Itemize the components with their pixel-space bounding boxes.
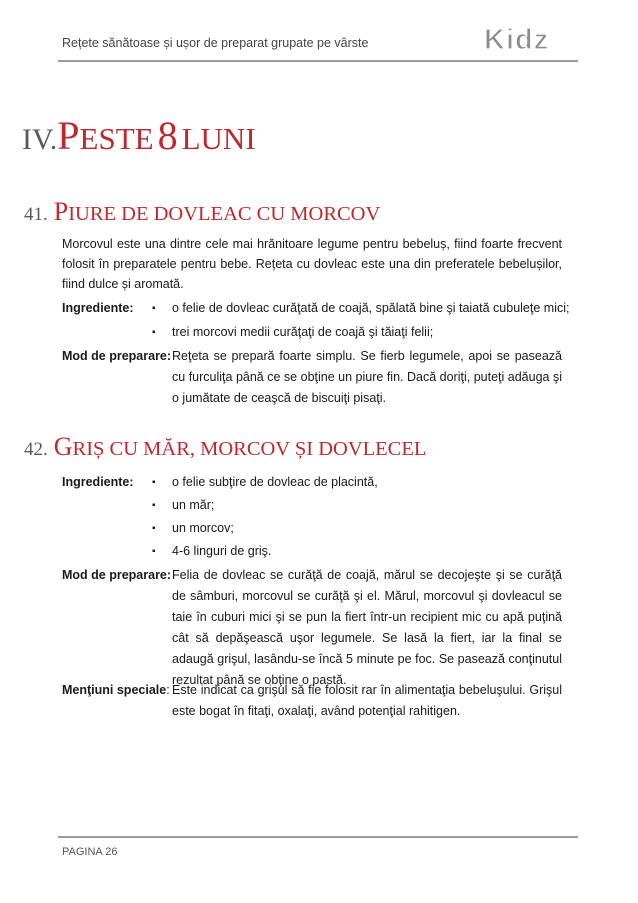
section-42-title: 42. GRIȘ CU MĂR, MORCOV ȘI DOVLECEL: [24, 432, 427, 461]
bullet-icon: ▪: [152, 477, 156, 488]
running-header: Rețete sănătoase și ușor de preparat grupate pe vârste: [62, 36, 369, 50]
notes-label: Menţiuni speciale:: [62, 683, 170, 697]
bullet-icon: ▪: [152, 500, 156, 511]
page-number: PAGINA 26: [62, 846, 118, 858]
method-label: Mod de preparare:: [62, 349, 172, 363]
header-divider: [58, 60, 578, 62]
ingredient-item: un morcov;: [172, 521, 234, 535]
bullet-icon: ▪: [152, 303, 156, 314]
section-41-title: 41. PIURE DE DOVLEAC CU MORCOV: [24, 197, 381, 226]
ingredients-label: Ingrediente:: [62, 475, 134, 489]
method-text: Reţeta se prepară foarte simplu. Se fierb legumele, apoi se pasează cu furculiţa până ce se obţine un piure fin. Dacă doriţi, puteţi adăuga şi o jumătate de ceaşcă de biscuiţi pisaţi.: [172, 349, 562, 405]
kidz-logo: [482, 22, 562, 56]
method-label: Mod de preparare:: [62, 568, 172, 582]
ingredient-item: trei morcovi medii curăţaţi de coajă şi tăiaţi felii;: [172, 325, 434, 339]
notes-text: Este indicat ca grişul să fie folosit rar în alimentaţia bebeluşului. Grişul este bogat în fitaţi, oxalaţi, având potenţial rahitigen.: [172, 683, 562, 718]
ingredient-item: un măr;: [172, 498, 215, 512]
ingredient-item: o felie subţire de dovleac de placintă,: [172, 475, 378, 489]
chapter-title: IV.PESTE 8 LUNI: [22, 113, 256, 158]
section-41-intro: Morcovul este una dintre cele mai hrănitoare legume pentru bebeluș, fiind foarte frecvent folosit în preparatele pentru bebe. Rețeta cu dovleac este una din preferatele bebelușilor, fiind dulce și aromată.: [62, 237, 562, 291]
bullet-icon: ▪: [152, 523, 156, 534]
method-text: Felia de dovleac se curăţă de coajă, mărul se decojeşte şi se curăţă de sâmburi, morcovul se curăţă şi el. Mărul, morcovul şi dovleacul se taie în cuburi mici şi se pun la fiert într-un recipient mic cu apă puţină cât să depăşească uşor legumele. Se lasă la fiert, iar la final se adaugă grişul, lasându-se încă 5 minute pe foc. Se pasează conţinutul rezultat până se obţine o pastă.: [172, 568, 562, 687]
chapter-number: IV.: [22, 123, 58, 156]
ingredient-item: 4-6 linguri de griş.: [172, 544, 272, 558]
bullet-icon: ▪: [152, 546, 156, 557]
ingredients-label: Ingrediente:: [62, 301, 134, 315]
bullet-icon: ▪: [152, 327, 156, 338]
footer-divider: [58, 836, 578, 838]
logo-text: Kidz: [484, 24, 550, 56]
ingredient-item: o felie de dovleac curăţată de coajă, spălată bine şi taiată cubuleţe mici;: [172, 301, 570, 315]
